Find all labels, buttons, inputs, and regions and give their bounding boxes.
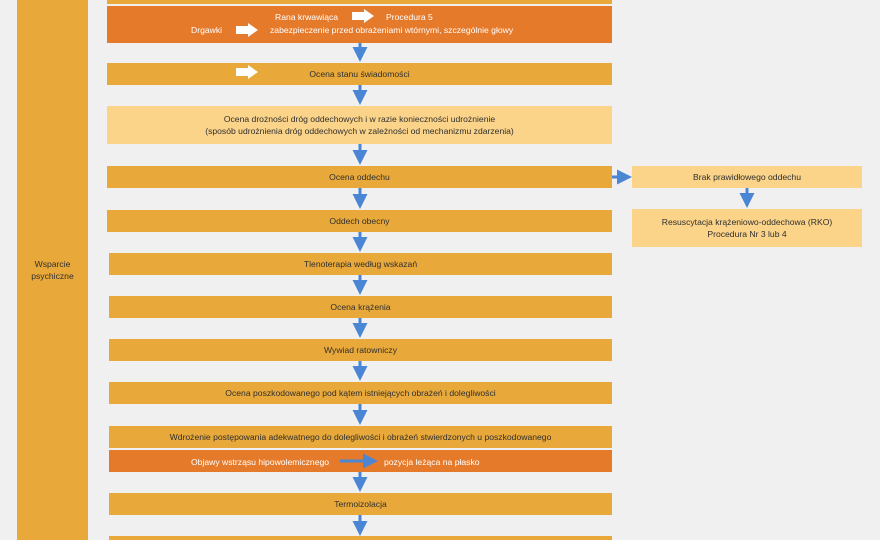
white-arrow-icon	[352, 9, 374, 23]
thermo-label: Termoizolacja	[334, 499, 387, 509]
circulation-label: Ocena krążenia	[330, 302, 391, 312]
proc5-label: Procedura 5	[386, 12, 433, 22]
position-label: pozycja leżąca na płasko	[384, 457, 480, 467]
protect-label: zabezpieczenie przed obrażeniami wtórnymi, szczególnie głowy	[270, 25, 514, 35]
airway-line2: (sposób udrożnienia dróg oddechowych w zależności od mechanizmu zdarzenia)	[205, 126, 514, 136]
oxygen-label: Tlenoterapia według wskazań	[303, 259, 418, 269]
breathing-label: Ocena oddechu	[329, 172, 390, 182]
white-arrow-icon	[236, 23, 258, 37]
procedure-label: Wdrożenie postępowania adekwatnego do dolegliwości i obrażeń stwierdzonych u poszkodowanego	[169, 432, 552, 442]
shock-label: Objawy wstrząsu hipowolemicznego	[191, 457, 330, 467]
breath-present-label: Oddech obecny	[329, 216, 390, 226]
cpr-line1: Resuscytacja krążeniowo-oddechowa (RKO)	[661, 217, 833, 227]
airway-line1: Ocena drożności dróg oddechowych i w razie konieczności udrożnienie	[223, 114, 496, 124]
cramps-label: Drgawki	[191, 25, 223, 35]
white-arrow-icon	[236, 65, 258, 79]
consciousness-label: Ocena stanu świadomości	[309, 69, 410, 79]
side-label-line1: Wsparcie	[34, 259, 71, 269]
interview-label: Wywiad ratowniczy	[324, 345, 397, 355]
wound-label: Rana krwawiąca	[275, 12, 339, 22]
no-breathing-label: Brak prawidłowego oddechu	[693, 172, 801, 182]
cpr-line2: Procedura Nr 3 lub 4	[707, 229, 787, 239]
assessment-label: Ocena poszkodowanego pod kątem istniejących obrażeń i dolegliwości	[225, 388, 496, 398]
side-label-line2: psychiczne	[31, 271, 74, 281]
